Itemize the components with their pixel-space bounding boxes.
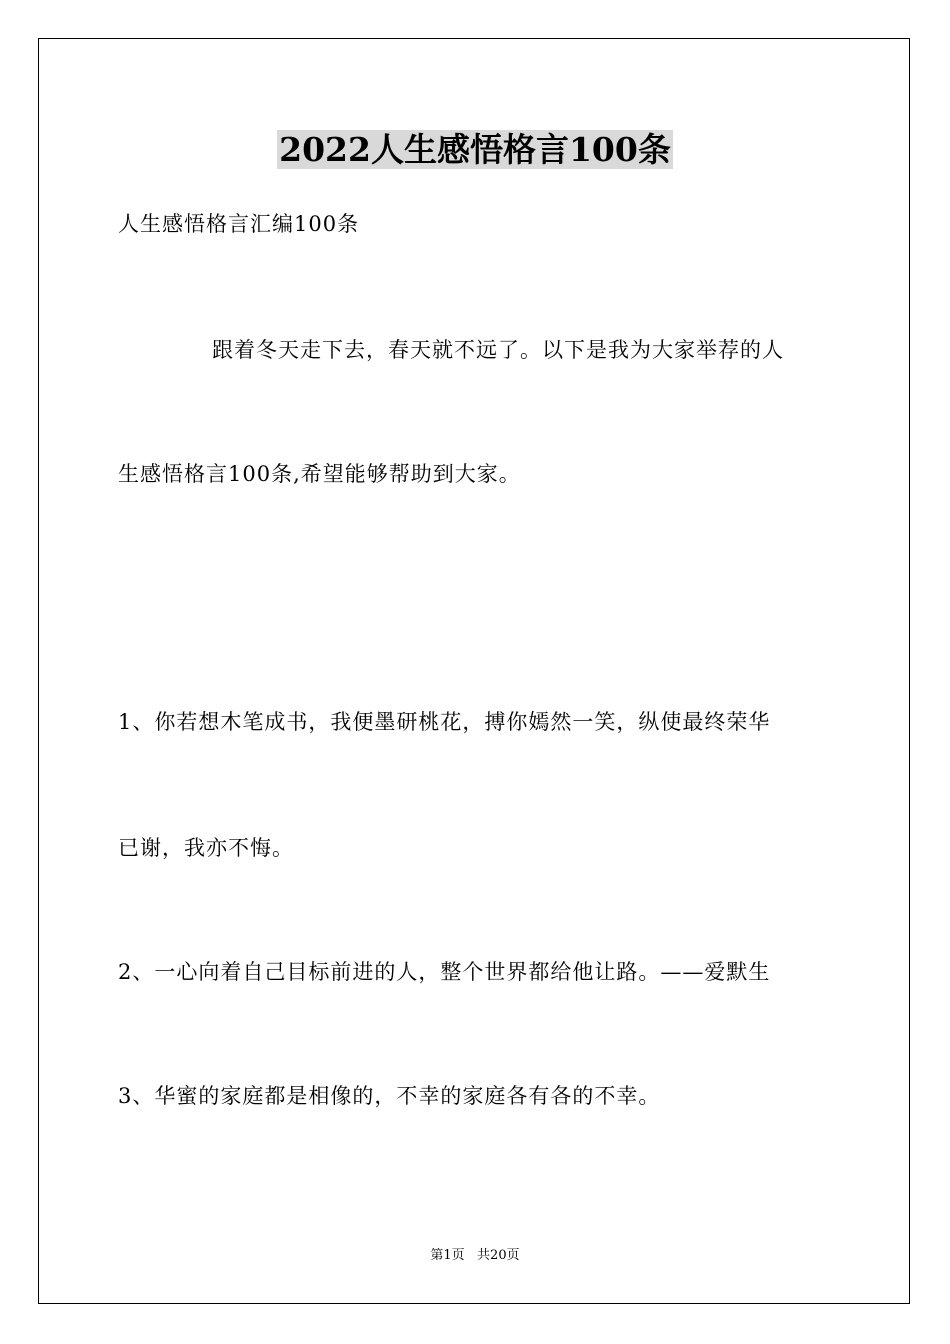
quote-2: 2、一心向着自己目标前进的人，整个世界都给他让路。——爱默生 — [118, 960, 771, 984]
document-title-container — [0, 128, 950, 172]
quote-1-line-1: 1、你若想木笔成书，我便墨研桃花，搏你嫣然一笑，纵使最终荣华 — [118, 710, 771, 734]
document-title: 2022人生感悟格言100条 — [279, 130, 671, 169]
intro-paragraph-line-1: 跟着冬天走下去，春天就不远了。以下是我为大家举荐的人 — [212, 338, 784, 362]
page-number-footer: 第1页 共20页 — [430, 1248, 520, 1263]
intro-paragraph-line-2: 生感悟格言100条,希望能够帮助到大家。 — [118, 462, 521, 486]
quote-1-line-2: 已谢，我亦不悔。 — [118, 836, 294, 860]
quote-3: 3、华蜜的家庭都是相像的，不幸的家庭各有各的不幸。 — [118, 1084, 661, 1108]
document-subtitle: 人生感悟格言汇编100条 — [118, 212, 360, 236]
